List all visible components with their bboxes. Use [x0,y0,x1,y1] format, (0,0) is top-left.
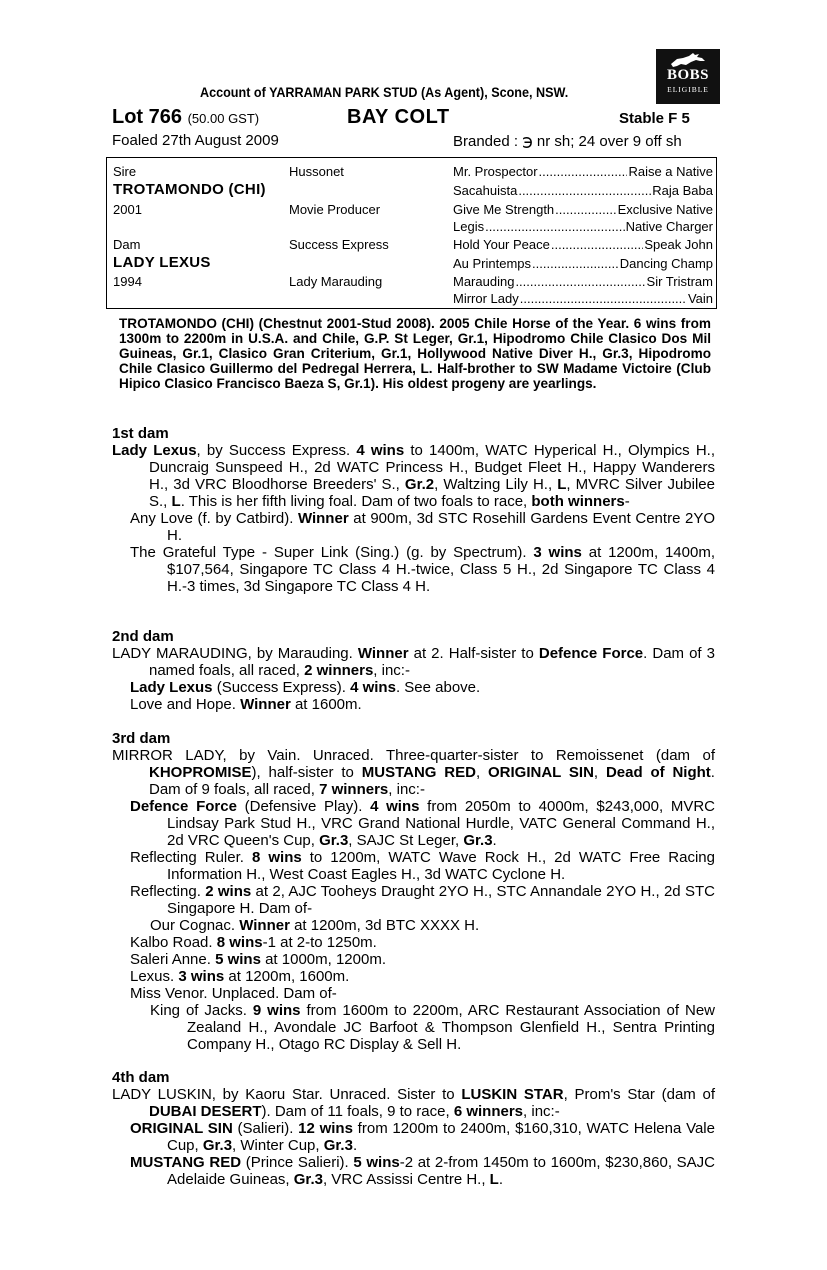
pedigree-table [106,157,717,309]
dam-year: 1994 [113,274,142,289]
progeny-entry: MUSTANG RED (Prince Salieri). 5 wins-2 at 2-from 1450m to 1600m, $230,860, SAJC Adelaide Guineas, Gr.3, VRC Assissi Centre H., L. [130,1154,715,1188]
gp-right: Vain [687,291,713,306]
dam-name: LADY LEXUS [113,254,211,271]
sire-dam: Movie Producer [289,202,381,217]
gp-right: Native Charger [625,219,713,234]
brand-mark: ℈ [522,133,533,150]
gp-left: Hold Your Peace [453,237,550,252]
progeny-entry: ORIGINAL SIN (Salieri). 12 wins from 1200m to 2400m, $160,310, WATC Helena Vale Cup, Gr.3, Winter Cup, Gr.3. [130,1120,715,1154]
section-heading: 3rd dam [112,730,171,747]
foaled-date: Foaled 27th August 2009 [112,132,279,149]
dam-paragraph: MIRROR LADY, by Vain. Unraced. Three-quarter-sister to Remoissenet (dam of KHOPROMISE), half-sister to MUSTANG RED, ORIGINAL SIN, Dead of Night. Dam of 9 foals, all raced, 7 winners, inc:- [112,747,715,798]
dam-paragraph: LADY MARAUDING, by Marauding. Winner at 2. Half-sister to Defence Force. Dam of 3 named foals, all raced, 2 winners, inc:- [112,645,715,679]
progeny-entry: The Grateful Type - Super Link (Sing.) (g. by Spectrum). 3 wins at 1200m, 1400m, $107,564, Singapore TC Class 4 H.-twice, Class 5 H., 2d Singapore TC Class 4 H.-3 times, 3d Singapore TC Class 4 H. [130,544,715,595]
gp-left: Mirror Lady [453,291,519,306]
gp-left: Legis [453,219,485,234]
gp-left: Marauding [453,274,515,289]
grandprogeny-entry: King of Jacks. 9 wins from 1600m to 2200m, ARC Restaurant Association of New Zealand H., Avondale JC Barfoot & Thompson Glenfield H., Sentra Printing Company H., Otago RC Display & Sell H. [150,1002,715,1053]
lot-number [112,106,259,129]
bobs-eligible-logo [656,49,720,104]
brand-detail: nr sh; 24 over 9 off sh [532,133,682,150]
gp-right: Exclusive Native [617,202,713,217]
grandparent-row [453,183,713,198]
sire-name: TROTAMONDO (CHI) [113,181,266,198]
section-heading: 1st dam [112,425,169,442]
progeny-entry: Any Love (f. by Catbird). Winner at 900m, 3d STC Rosehill Gardens Event Centre 2YO H. [130,510,715,544]
stable-location: Stable F 5 [619,110,690,127]
sire-summary: TROTAMONDO (CHI) (Chestnut 2001-Stud 2008). 2005 Chile Horse of the Year. 6 wins from 1300m to 2200m in U.S.A. and Chile, G.P. St Leger, Gr.1, Hipodromo Chile Clasico Dos Mil Guineas, Gr.1, Clasico Gran Criterium, Gr.1, Hollywood Native Diver H., Gr.3, Hipodromo Chile Clasico Guillermo del Pedregal Herrera, L. Half-brother to SW Madame Victoire (Club Hipico Clasico Francisco Baeza S, Gr.1). His oldest progeny are yearlings. [119,316,711,391]
vendor-account: Account of YARRAMAN PARK STUD (As Agent), Scone, NSW. [200,84,569,100]
brand-info [453,132,682,150]
progeny-entry: Lexus. 3 wins at 1200m, 1600m. [130,968,350,985]
grandparent-row [453,219,713,234]
gp-right: Raise a Native [628,164,713,179]
branded-label: Branded : [453,133,519,150]
grandparent-row [453,202,713,217]
gp-right: Speak John [644,237,713,252]
sire-year: 2001 [113,202,142,217]
section-heading: 2nd dam [112,628,174,645]
gp-left: Mr. Prospector [453,164,538,179]
horse-icon [669,52,707,68]
progeny-entry: Lady Lexus (Success Express). 4 wins. See above. [130,679,481,696]
third-dam-section [112,730,715,1053]
progeny-entry: Miss Venor. Unplaced. Dam of- [130,985,337,1002]
gp-left: Au Printemps [453,256,532,271]
dam-paragraph: Lady Lexus, by Success Express. 4 wins to 1400m, WATC Hyperical H., Olympics H., Duncraig Sunspeed H., 2d WATC Princess H., Budget Fleet H., Happy Wanderers H., 3d VRC Bloodhorse Breeders' S., Gr.2, Waltzing Lily H., L, MVRC Silver Jubilee S., L. This is her fifth living foal. Dam of two foals to race, both winners- [112,442,715,510]
grandparent-row [453,237,713,252]
dam-paragraph: LADY LUSKIN, by Kaoru Star. Unraced. Sister to LUSKIN STAR, Prom's Star (dam of DUBAI DESERT). Dam of 11 foals, 9 to race, 6 winners, inc:- [112,1086,715,1120]
gp-left: Sacahuista [453,183,518,198]
lot-label: Lot 766 [112,106,183,128]
grandparent-row [453,274,713,289]
gp-left: Give Me Strength [453,202,555,217]
progeny-entry: Reflecting. 2 wins at 2, AJC Tooheys Draught 2YO H., STC Annandale 2YO H., 2d STC Singapore H. Dam of- [130,883,715,917]
dam-label: Dam [113,237,141,252]
logo-name: BOBS [666,67,710,83]
dam-sire: Success Express [289,237,389,252]
grandprogeny-entry: Our Cognac. Winner at 1200m, 3d BTC XXXX H. [150,917,480,934]
progeny-entry: Saleri Anne. 5 wins at 1000m, 1200m. [130,951,386,968]
progeny-entry: Reflecting Ruler. 8 wins to 1200m, WATC Wave Rock H., 2d WATC Free Racing Information H., West Coast Eagles H., 3d WATC Cyclone H. [130,849,715,883]
gp-right: Dancing Champ [619,256,713,271]
grandparent-row [453,164,713,179]
dam-dam: Lady Marauding [289,274,383,289]
grandparent-row [453,256,713,271]
logo-tag: ELIGIBLE [667,85,709,94]
gst: (50.00 GST) [187,111,260,126]
second-dam-section [112,628,715,713]
horse-description: BAY COLT [347,106,450,128]
progeny-entry: Defence Force (Defensive Play). 4 wins from 2050m to 4000m, $243,000, MVRC Lindsay Park Stud H., VRC Grand National Hurdle, VATC General Command H., 2d VRC Queen's Cup, Gr.3, SAJC St Leger, Gr.3. [130,798,715,849]
sire-sire: Hussonet [289,164,344,179]
section-heading: 4th dam [112,1069,170,1086]
progeny-entry: Love and Hope. Winner at 1600m. [130,696,362,713]
grandparent-row [453,291,713,306]
gp-right: Sir Tristram [646,274,713,289]
gp-right: Raja Baba [652,183,713,198]
sire-label: Sire [113,164,137,179]
fourth-dam-section [112,1069,715,1188]
progeny-entry: Kalbo Road. 8 wins-1 at 2-to 1250m. [130,934,377,951]
first-dam-section [112,425,715,595]
